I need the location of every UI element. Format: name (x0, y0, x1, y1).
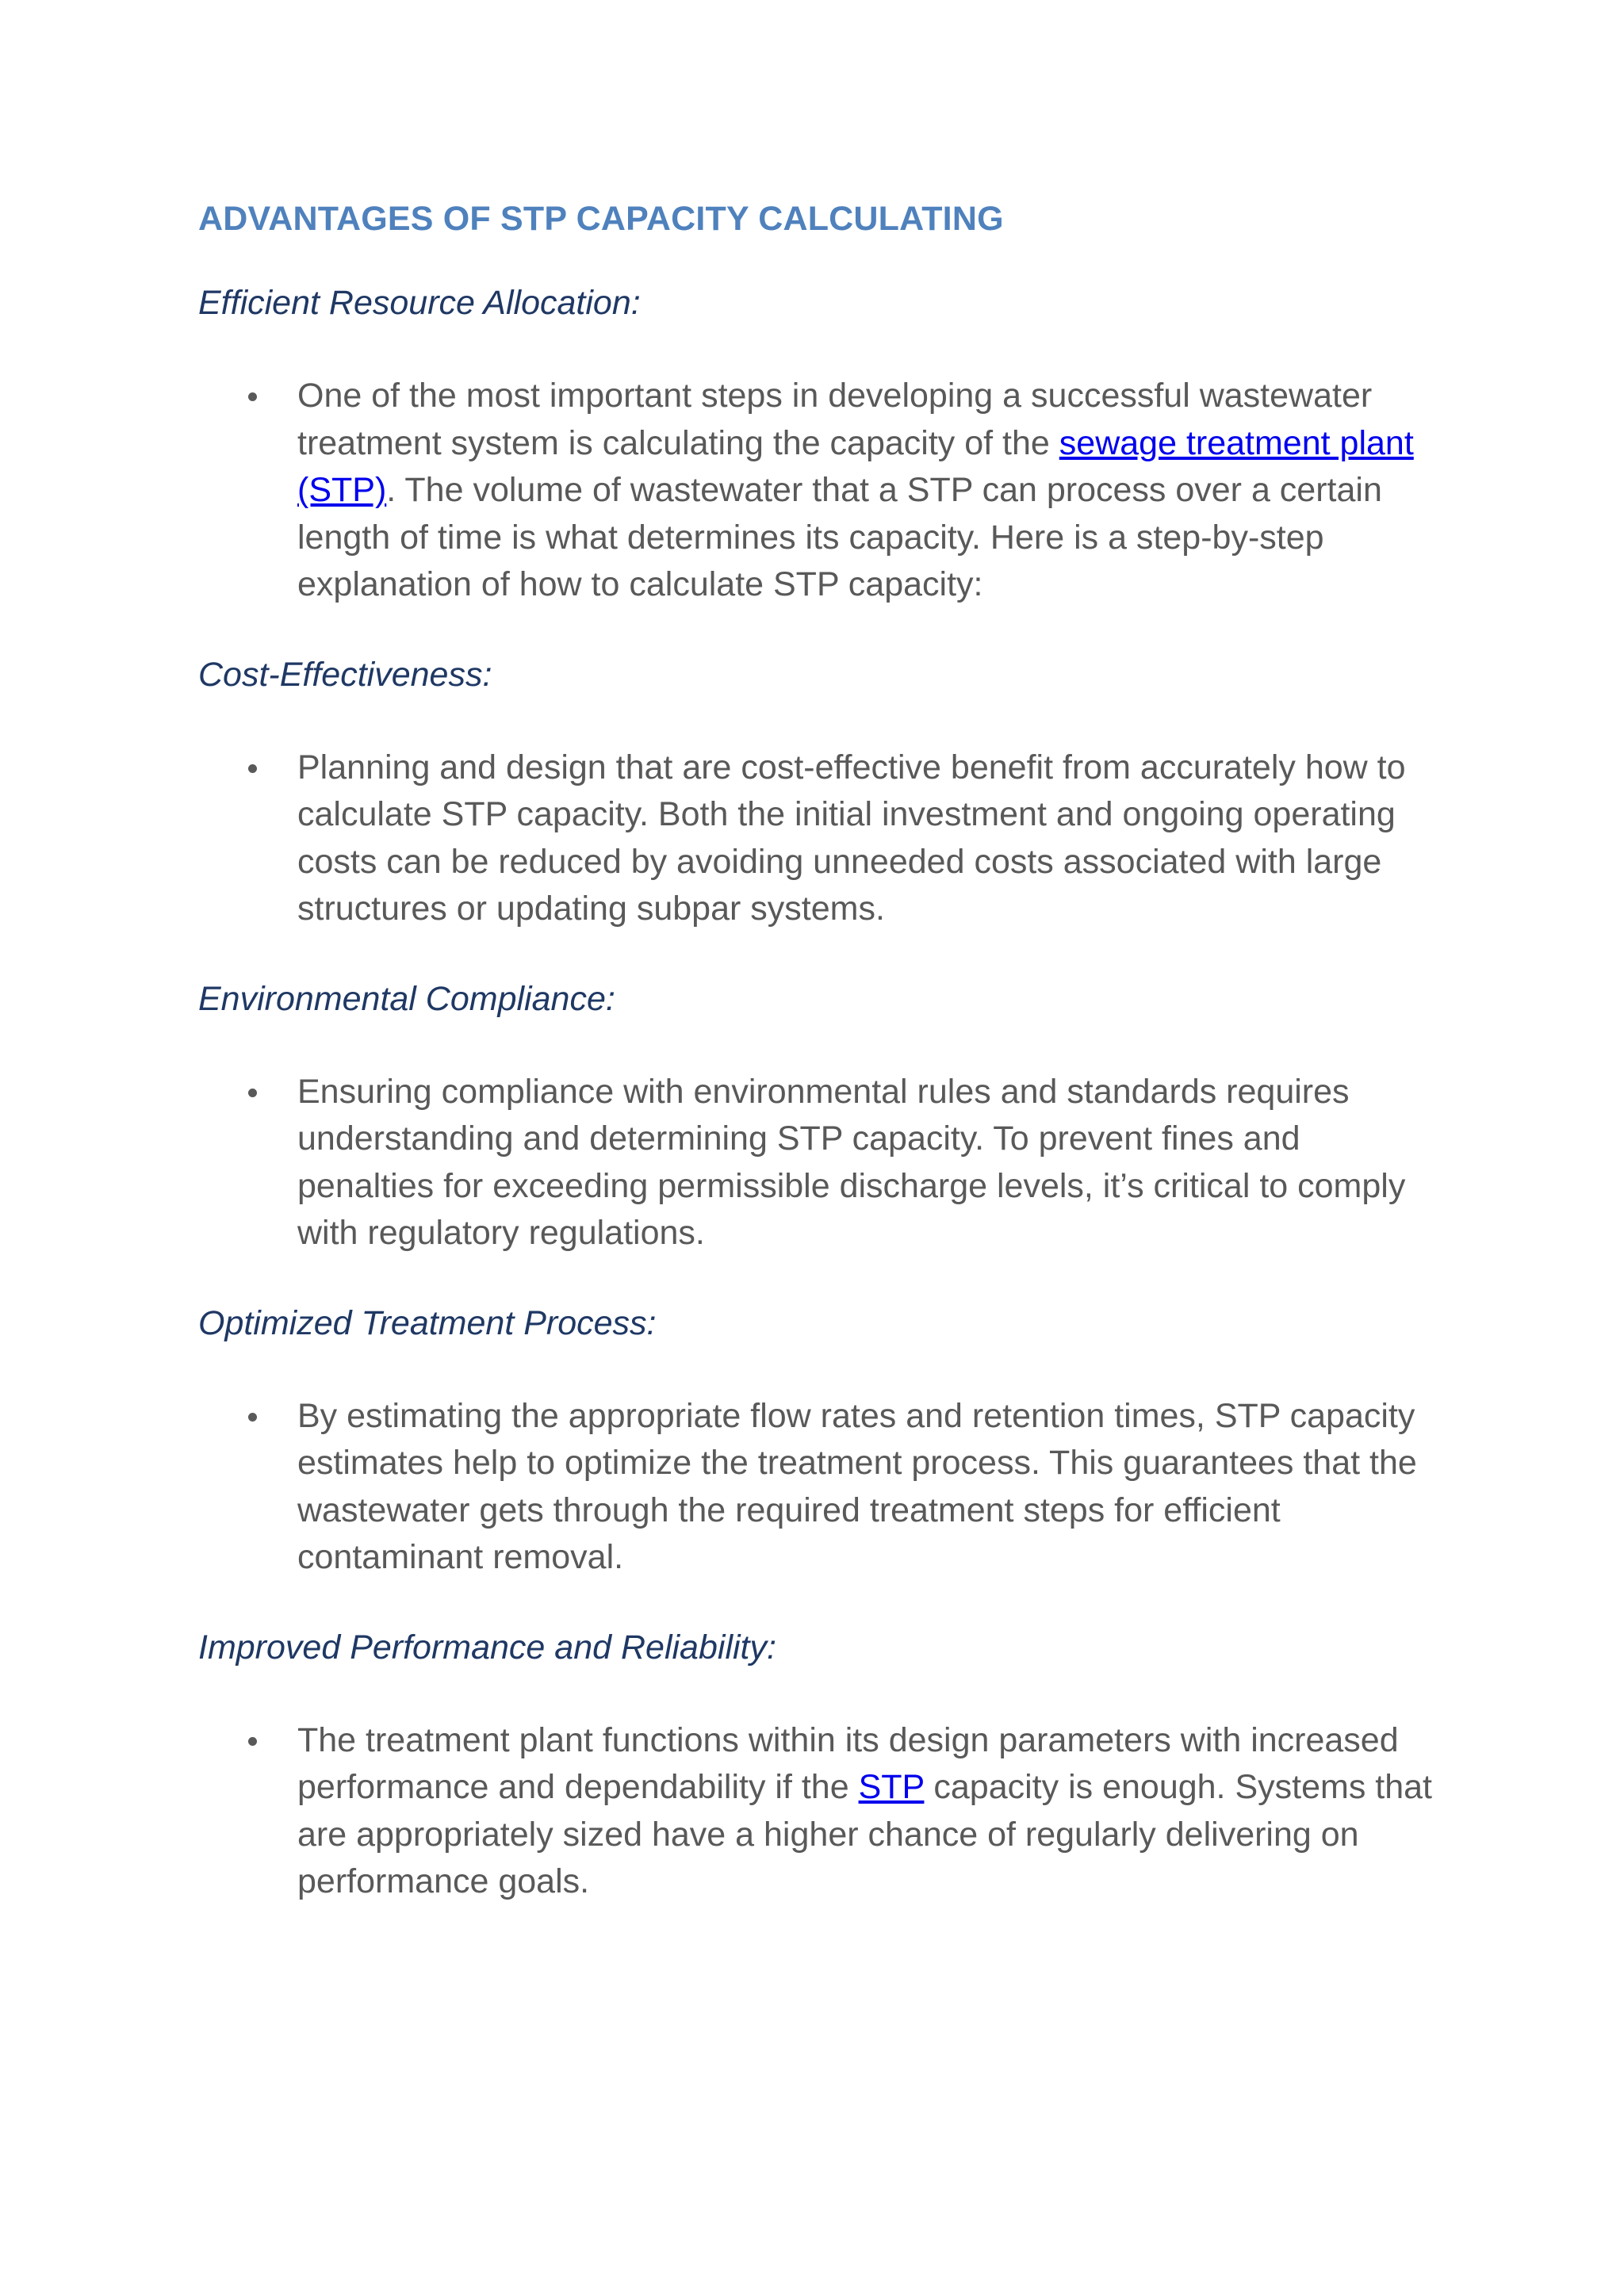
list-item (198, 1069, 1435, 1257)
paragraph-text: . The volume of wastewater that a STP can process over a certain length of time is what determines its capacity. Here is a step-by-step explanation of how to calculate STP capacity: (297, 471, 1382, 603)
bullet-icon (248, 392, 257, 401)
main-heading: ADVANTAGES OF STP CAPACITY CALCULATING (198, 200, 1004, 238)
section-heading: Efficient Resource Allocation: (198, 284, 641, 322)
paragraph-text: Ensuring compliance with environmental rules and standards requires understanding and determining STP capacity. To prevent fines and penalties for exceeding permissible discharge levels, it’s critical to comply with regulatory regulations. (297, 1072, 1406, 1252)
bullet-icon (248, 1089, 257, 1097)
section-environmental-compliance (198, 977, 1435, 1257)
section-efficient-resource-allocation (198, 281, 1435, 609)
sewage-treatment-plant-link[interactable]: sewage treatment plant (STP) (297, 423, 1414, 509)
paragraph-text: The treatment plant functions within its design parameters with increased performance and dependability if the (297, 1720, 1399, 1806)
bullet-list (198, 1069, 1435, 1257)
section-heading: Optimized Treatment Process: (198, 1303, 657, 1342)
stp-link[interactable]: STP (858, 1768, 925, 1806)
section-heading: Environmental Compliance: (198, 979, 615, 1018)
bullet-list (198, 1393, 1435, 1582)
section-cost-effectiveness (198, 652, 1435, 933)
bullet-icon (248, 764, 257, 773)
bullet-list (198, 1717, 1435, 1906)
list-item (198, 744, 1435, 933)
section-heading: Cost-Effectiveness: (198, 655, 492, 694)
section-optimized-treatment-process (198, 1301, 1435, 1582)
list-item (198, 1393, 1435, 1582)
bullet-list (198, 373, 1435, 609)
paragraph-text: Planning and design that are cost-effective benefit from accurately how to calculate STP capacity. Both the initial investment and ongoing operating costs can be reduced by avoiding unneeded costs associated with large structures or updating subpar systems. (297, 748, 1406, 928)
paragraph-text: capacity is enough. Systems that are appropriately sized have a higher chance of regularly delivering on performance goals. (297, 1768, 1432, 1900)
list-item (198, 1717, 1435, 1906)
paragraph-text: One of the most important steps in developing a successful wastewater treatment system is calculating the capacity of the (297, 377, 1373, 462)
section-heading: Improved Performance and Reliability: (198, 1628, 776, 1667)
section-improved-performance-reliability (198, 1625, 1435, 1906)
paragraph-text: By estimating the appropriate flow rates and retention times, STP capacity estimates help to optimize the treatment process. This guarantees that the wastewater gets through the required treatment steps for efficient contaminant removal. (297, 1396, 1417, 1576)
bullet-icon (248, 1737, 257, 1746)
bullet-list (198, 744, 1435, 933)
document-content (198, 197, 1435, 1906)
bullet-icon (248, 1413, 257, 1422)
list-item (198, 373, 1435, 609)
